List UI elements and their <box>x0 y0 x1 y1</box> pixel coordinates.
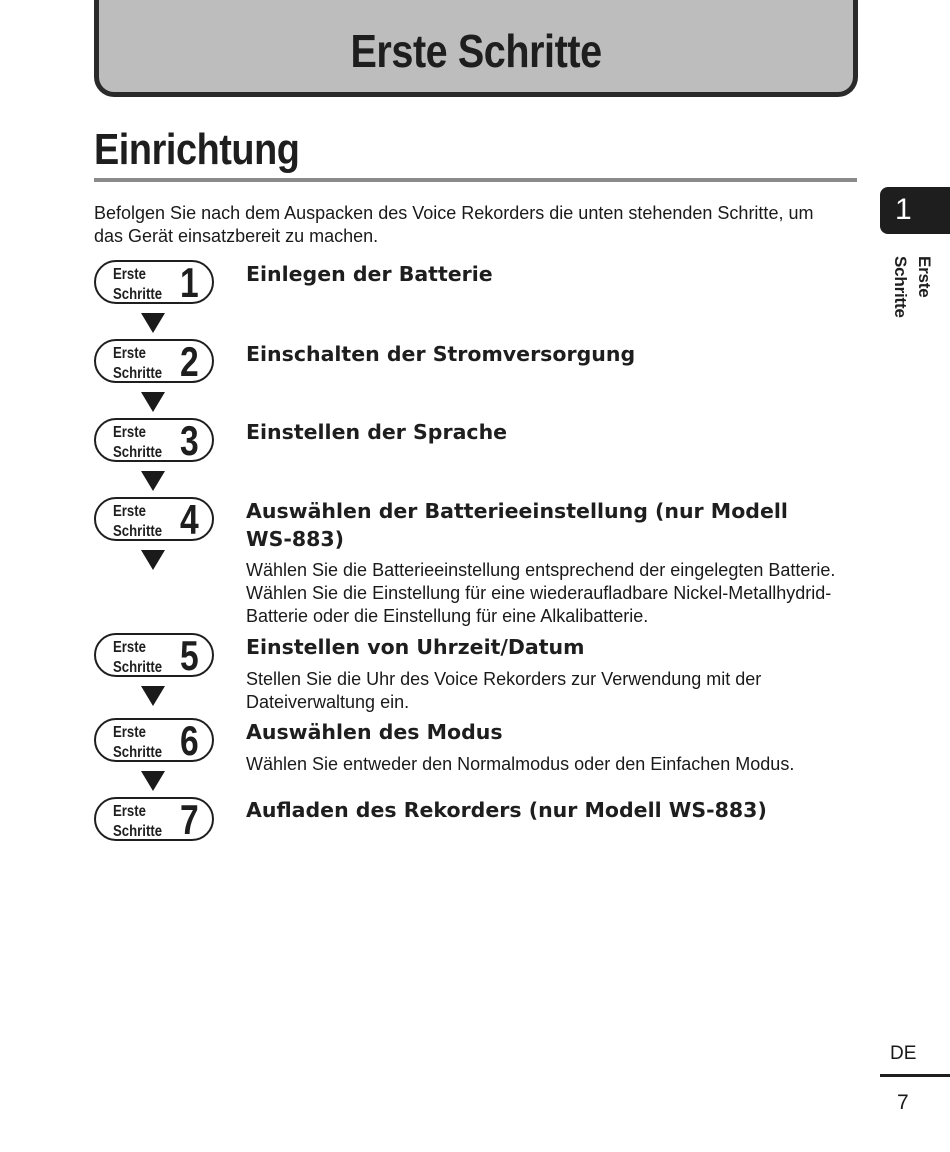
badge-word-schritte: Schritte <box>113 444 163 461</box>
step-number: 7 <box>180 796 199 843</box>
badge-word-erste: Erste <box>113 345 146 362</box>
step-number: 4 <box>180 496 199 543</box>
step-badge-5 <box>94 633 214 677</box>
chapter-title: Erste Schritte <box>350 25 602 77</box>
step-title-5: Einstellen von Uhrzeit/Datum <box>246 635 585 659</box>
chapter-banner <box>94 0 858 97</box>
badge-word-erste: Erste <box>113 724 146 741</box>
section-title: Einrichtung <box>94 125 300 174</box>
chapter-side-label: Erste Schritte <box>891 256 934 318</box>
step-arrow-icon <box>141 771 165 791</box>
step-title-4: Auswählen der Batterieeinstellung (nur Modell WS-883) <box>246 499 788 551</box>
step-title-2: Einschalten der Stromversorgung <box>246 342 636 366</box>
step-badge-1 <box>94 260 214 304</box>
badge-word-erste: Erste <box>113 639 146 656</box>
step-description-4: Wählen Sie die Batterieeinstellung entsprechend der eingelegten Batterie. Wählen Sie die Einstellung für eine wiederaufladbare Nickel-Metallhydrid-Batterie oder die Einstellung für eine Alkalibatterie. <box>246 560 836 626</box>
badge-word-erste: Erste <box>113 266 146 283</box>
step-description-5: Stellen Sie die Uhr des Voice Rekorders zur Verwendung mit der Dateiverwaltung ein. <box>246 669 762 712</box>
step-title-7: Aufladen des Rekorders (nur Modell WS-883) <box>246 798 767 822</box>
step-arrow-icon <box>141 550 165 570</box>
step-number: 3 <box>180 417 199 464</box>
step-title-6: Auswählen des Modus <box>246 720 503 744</box>
section-divider <box>94 178 857 182</box>
step-number: 6 <box>180 717 199 764</box>
step-number: 5 <box>180 632 199 679</box>
badge-word-schritte: Schritte <box>113 744 163 761</box>
step-arrow-icon <box>141 392 165 412</box>
badge-word-schritte: Schritte <box>113 823 163 840</box>
step-arrow-icon <box>141 471 165 491</box>
badge-word-schritte: Schritte <box>113 365 163 382</box>
badge-word-erste: Erste <box>113 424 146 441</box>
step-title-1: Einlegen der Batterie <box>246 262 493 286</box>
step-badge-2 <box>94 339 214 383</box>
step-number: 1 <box>180 259 199 306</box>
badge-word-schritte: Schritte <box>113 659 163 676</box>
step-badge-7 <box>94 797 214 841</box>
badge-word-schritte: Schritte <box>113 523 163 540</box>
step-title-3: Einstellen der Sprache <box>246 420 508 444</box>
footer-divider <box>880 1074 950 1077</box>
badge-word-erste: Erste <box>113 503 146 520</box>
step-arrow-icon <box>141 686 165 706</box>
step-badge-6 <box>94 718 214 762</box>
intro-text: Befolgen Sie nach dem Auspacken des Voice Rekorders die unten stehenden Schritte, um das Gerät einsatzbereit zu machen. <box>94 203 814 246</box>
step-number: 2 <box>180 338 199 385</box>
step-description-6: Wählen Sie entweder den Normalmodus oder den Einfachen Modus. <box>246 754 795 774</box>
step-badge-4 <box>94 497 214 541</box>
badge-word-erste: Erste <box>113 803 146 820</box>
badge-word-schritte: Schritte <box>113 286 163 303</box>
chapter-tab[interactable] <box>880 187 950 234</box>
step-badge-3 <box>94 418 214 462</box>
chapter-tab-number: 1 <box>895 193 912 226</box>
language-code: DE <box>890 1043 917 1064</box>
step-arrow-icon <box>141 313 165 333</box>
page-number: 7 <box>897 1091 909 1114</box>
